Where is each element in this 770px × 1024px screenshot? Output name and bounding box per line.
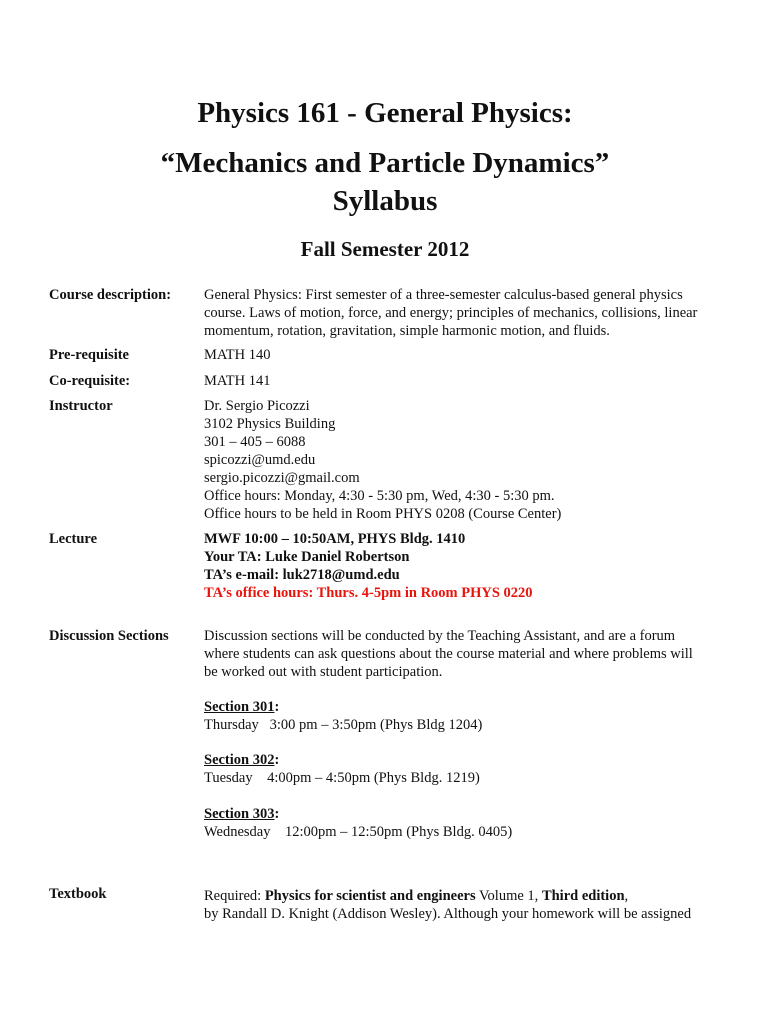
- course-description-line: General Physics: First semester of a three-semester calculus-based general physics: [204, 287, 683, 303]
- section-schedule: Wednesday 12:00pm – 12:50pm (Phys Bldg. 0405): [204, 824, 513, 840]
- section-302: [204, 751, 734, 787]
- prerequisite-label: Pre-requisite: [49, 347, 129, 363]
- title-line-3: Syllabus: [332, 185, 438, 217]
- discussion-line: where students can ask questions about the course material and where problems will: [204, 646, 693, 662]
- discussion-line: Discussion sections will be conducted by the Teaching Assistant, and are a forum: [204, 628, 676, 644]
- section-301: [204, 698, 734, 734]
- corequisite-value: MATH 141: [204, 373, 271, 389]
- discussion-line: be worked out with student participation.: [204, 664, 443, 680]
- lecture-label: Lecture: [49, 531, 98, 547]
- prerequisite-value: MATH 140: [204, 347, 271, 363]
- instructor-details: [204, 397, 734, 523]
- corequisite-label: Co-requisite:: [49, 373, 131, 389]
- course-description-label: Course description:: [49, 287, 172, 303]
- textbook-line-2: by Randall D. Knight (Addison Wesley). Although your homework will be assigned: [204, 906, 692, 922]
- section-schedule: Thursday 3:00 pm – 3:50pm (Phys Bldg 1204): [204, 717, 483, 733]
- textbook-details: [204, 887, 734, 923]
- instructor-label: Instructor: [49, 398, 113, 414]
- instructor-name: Dr. Sergio Picozzi: [204, 398, 310, 414]
- section-colon: :: [274, 699, 280, 715]
- section-title: Section 302: [204, 752, 275, 768]
- textbook-required-prefix: Required:: [204, 888, 265, 904]
- textbook-title: Physics for scientist and engineers: [264, 888, 476, 904]
- section-colon: :: [274, 806, 280, 822]
- section-colon: :: [274, 752, 280, 768]
- section-title: Section 301: [204, 699, 275, 715]
- lecture-ta-email[interactable]: TA’s e-mail: luk2718@umd.edu: [204, 567, 400, 583]
- textbook-comma: ,: [624, 888, 629, 904]
- lecture-ta: Your TA: Luke Daniel Robertson: [204, 549, 410, 565]
- course-description-line: course. Laws of motion, force, and energy; principles of mechanics, collisions, linear: [204, 305, 698, 321]
- semester-heading: Fall Semester 2012: [300, 237, 470, 261]
- instructor-office-hours: Office hours: Monday, 4:30 - 5:30 pm, Wed, 4:30 - 5:30 pm.: [204, 488, 555, 504]
- course-description-line: momentum, rotation, gravitation, simple harmonic motion, and fluids.: [204, 323, 610, 339]
- discussion-description: [204, 627, 734, 681]
- lecture-ta-hours: TA’s office hours: Thurs. 4-5pm in Room PHYS 0220: [204, 585, 533, 601]
- title-line-1: Physics 161 - General Physics:: [197, 97, 573, 129]
- instructor-phone: 301 – 405 – 6088: [204, 434, 306, 450]
- lecture-details: [204, 530, 734, 602]
- instructor-email[interactable]: spicozzi@umd.edu: [204, 452, 316, 468]
- textbook-edition: Third edition: [541, 888, 625, 904]
- discussion-label: Discussion Sections: [49, 628, 169, 644]
- section-title: Section 303: [204, 806, 275, 822]
- instructor-email-alt[interactable]: sergio.picozzi@gmail.com: [204, 470, 360, 486]
- title-line-2: “Mechanics and Particle Dynamics”: [160, 147, 610, 179]
- lecture-time: MWF 10:00 – 10:50AM, PHYS Bldg. 1410: [204, 531, 466, 547]
- course-description-text: [204, 286, 734, 340]
- section-schedule: Tuesday 4:00pm – 4:50pm (Phys Bldg. 1219): [204, 770, 480, 786]
- instructor-office-hours-room: Office hours to be held in Room PHYS 0208 (Course Center): [204, 506, 562, 522]
- instructor-office: 3102 Physics Building: [204, 416, 336, 432]
- textbook-volume: Volume 1,: [475, 888, 542, 904]
- section-303: [204, 805, 734, 841]
- textbook-label: Textbook: [49, 886, 107, 902]
